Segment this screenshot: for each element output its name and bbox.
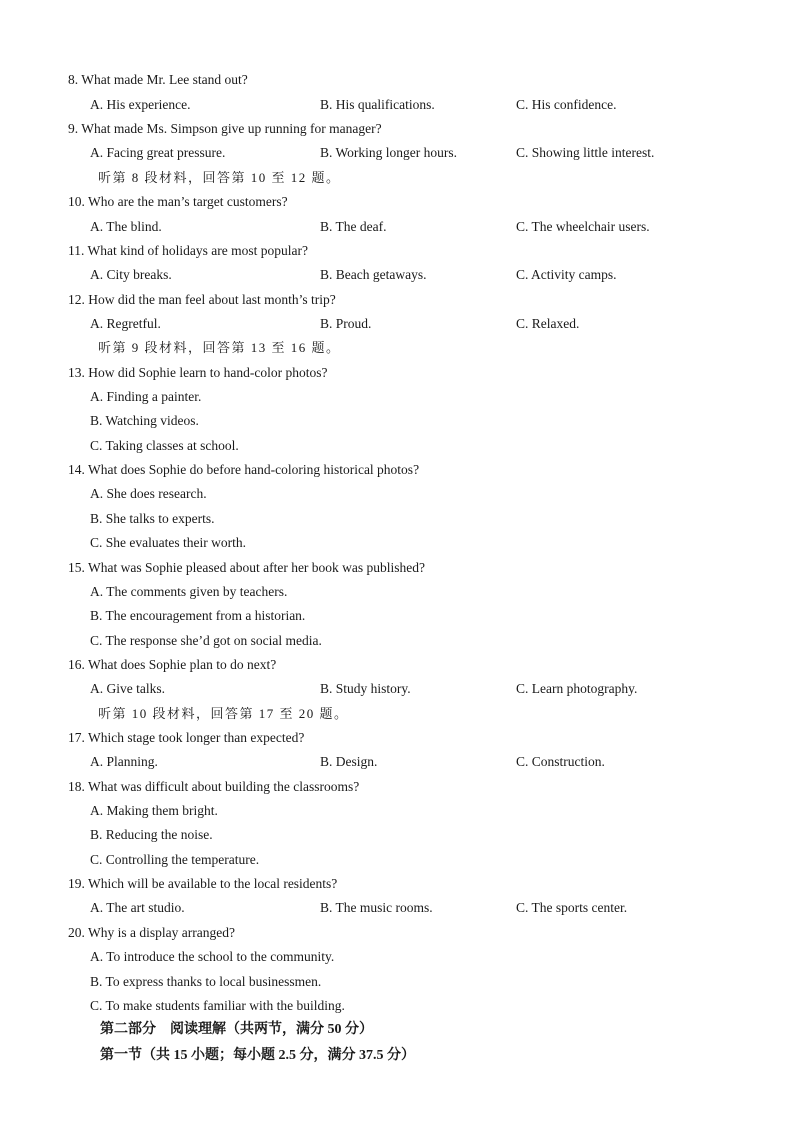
question-14: 14. What does Sophie do before hand-coloring historical photos? (68, 462, 420, 477)
option-b: B. Watching videos. (90, 413, 199, 428)
question-19: 19. Which will be available to the local residents? (68, 876, 338, 891)
option-c: C. The sports center. (516, 900, 628, 915)
option-b: B. Reducing the noise. (90, 827, 213, 842)
option-c: C. Activity camps. (516, 267, 617, 282)
option-c: C. Controlling the temperature. (90, 852, 260, 867)
question-13: 13. How did Sophie learn to hand-color photos? (68, 365, 328, 380)
option-b: B. His qualifications. (320, 97, 435, 112)
option-a: A. Regretful. (90, 316, 161, 331)
option-b: B. To express thanks to local businessmen. (90, 974, 322, 989)
option-c: C. The response she’d got on social media. (90, 633, 322, 648)
question-16: 16. What does Sophie plan to do next? (68, 657, 277, 672)
question-15: 15. What was Sophie pleased about after her book was published? (68, 560, 426, 575)
listening-instruction: 听第 9 段材料，回答第 13 至 16 题。 (98, 340, 341, 355)
option-a: A. The blind. (90, 219, 162, 234)
option-c: C. She evaluates their worth. (90, 535, 246, 550)
question-12: 12. How did the man feel about last month’s trip? (68, 292, 336, 307)
option-a: A. The comments given by teachers. (90, 584, 288, 599)
option-b: B. The deaf. (320, 219, 387, 234)
option-a: A. The art studio. (90, 900, 185, 915)
option-a: A. To introduce the school to the community. (90, 949, 335, 964)
option-b: B. The encouragement from a historian. (90, 608, 306, 623)
question-8: 8. What made Mr. Lee stand out? (68, 72, 248, 87)
option-c: C. Taking classes at school. (90, 438, 239, 453)
option-a: A. Give talks. (90, 681, 165, 696)
option-c: C. Relaxed. (516, 316, 580, 331)
option-a: A. City breaks. (90, 267, 172, 282)
question-11: 11. What kind of holidays are most popular? (68, 243, 308, 258)
listening-instruction: 听第 10 段材料，回答第 17 至 20 题。 (98, 706, 349, 721)
option-b: B. Beach getaways. (320, 267, 427, 282)
option-a: A. Making them bright. (90, 803, 218, 818)
option-b: B. The music rooms. (320, 900, 433, 915)
option-b: B. Design. (320, 754, 378, 769)
listening-instruction: 听第 8 段材料，回答第 10 至 12 题。 (98, 170, 341, 185)
option-a: A. She does research. (90, 486, 207, 501)
section-title: 第二部分 阅读理解（共两节，满分 50 分） (100, 1022, 373, 1037)
option-c: C. His confidence. (516, 97, 617, 112)
question-10: 10. Who are the man’s target customers? (68, 194, 288, 209)
option-a: A. Finding a painter. (90, 389, 202, 404)
question-17: 17. Which stage took longer than expected? (68, 730, 305, 745)
option-a: A. His experience. (90, 97, 191, 112)
option-b: B. Study history. (320, 681, 411, 696)
option-b: B. Working longer hours. (320, 145, 458, 160)
question-18: 18. What was difficult about building the classrooms? (68, 779, 360, 794)
subsection-title: 第一节（共 15 小题；每小题 2.5 分，满分 37.5 分） (100, 1048, 415, 1063)
option-a: A. Planning. (90, 754, 158, 769)
option-c: C. Showing little interest. (516, 145, 655, 160)
option-c: C. The wheelchair users. (516, 219, 650, 234)
option-c: C. Construction. (516, 754, 605, 769)
option-a: A. Facing great pressure. (90, 145, 226, 160)
option-b: B. She talks to experts. (90, 511, 215, 526)
option-c: C. To make students familiar with the building. (90, 998, 345, 1013)
option-c: C. Learn photography. (516, 681, 638, 696)
question-9: 9. What made Ms. Simpson give up running for manager? (68, 121, 382, 136)
question-20: 20. Why is a display arranged? (68, 925, 235, 940)
option-b: B. Proud. (320, 316, 372, 331)
